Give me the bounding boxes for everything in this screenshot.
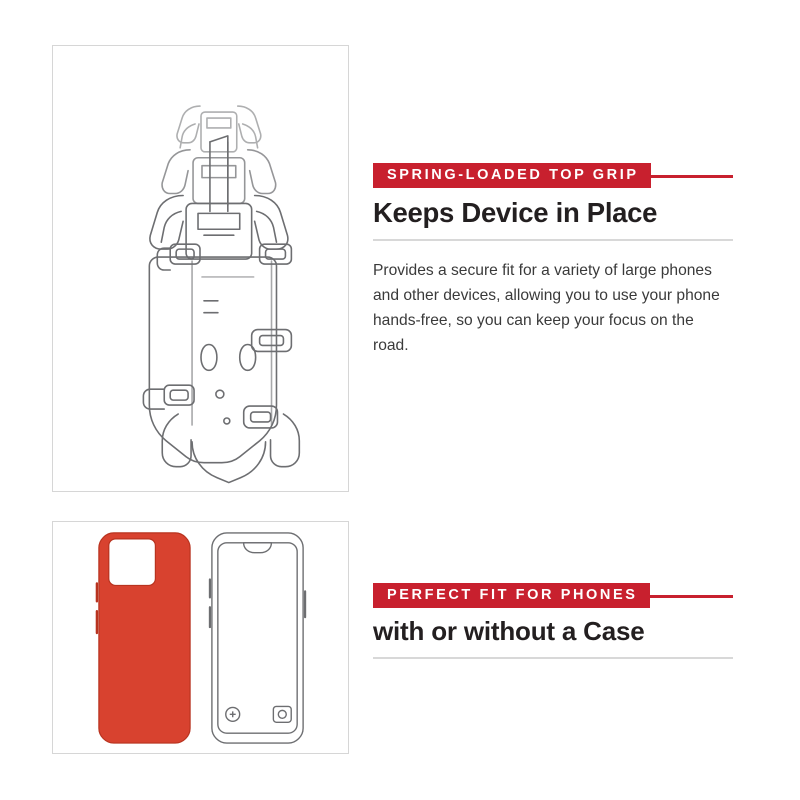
phone-case-illustration bbox=[52, 521, 349, 754]
body-copy-top-grip: Provides a secure fit for a variety of large phones and other devices, allowing you to use your phone hands-free, so you can keep your focus on the road. bbox=[373, 261, 720, 355]
headline-divider bbox=[373, 239, 733, 241]
headline-top-grip: Keeps Device in Place bbox=[373, 197, 658, 228]
headline-perfect-fit: with or without a Case bbox=[373, 616, 645, 646]
feature-block-top-grip bbox=[373, 163, 733, 359]
eyebrow-label-perfect-fit: PERFECT FIT FOR PHONES bbox=[373, 583, 650, 608]
feature-block-perfect-fit bbox=[373, 583, 733, 676]
mount-cradle-illustration bbox=[52, 45, 349, 492]
eyebrow-row bbox=[373, 163, 733, 188]
eyebrow-label-top-grip: SPRING-LOADED TOP GRIP bbox=[373, 163, 651, 188]
headline-divider-2 bbox=[373, 657, 733, 659]
eyebrow-row-2 bbox=[373, 583, 733, 608]
